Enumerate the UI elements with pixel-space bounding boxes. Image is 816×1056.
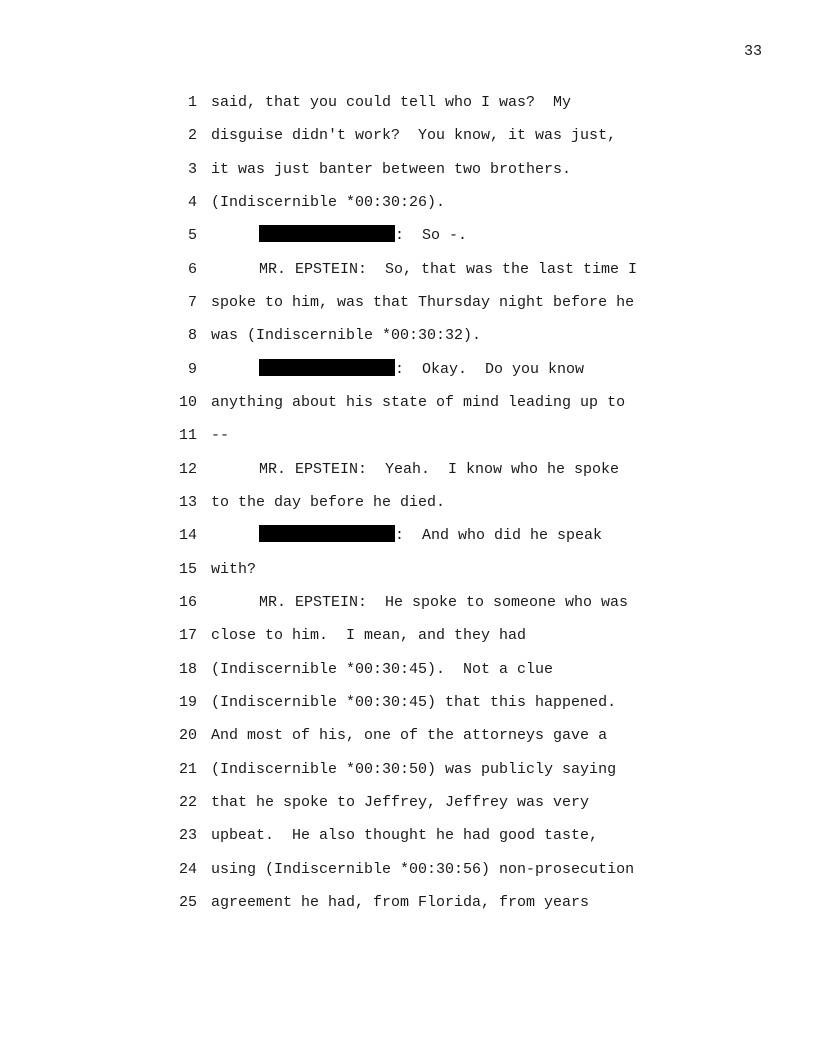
line-text: : So -.: [395, 227, 468, 245]
line-number: 8: [187, 327, 197, 345]
line-number: 2: [187, 127, 197, 145]
line-text: was (Indiscernible *00:30:32).: [211, 327, 482, 345]
transcript-body: [170, 92, 730, 925]
line-text: with?: [211, 560, 257, 578]
line-number: 16: [178, 593, 197, 611]
line-text: said, that you could tell who I was? My: [211, 94, 572, 111]
transcript-line: [170, 792, 730, 825]
line-text: that he spoke to Jeffrey, Jeffrey was very: [211, 793, 590, 811]
line-number: 20: [178, 727, 197, 745]
line-text: (Indiscernible *00:30:45). Not a clue: [211, 660, 554, 678]
speaker-line: [211, 259, 637, 281]
transcript-line: [170, 125, 730, 158]
line-text: (Indiscernible *00:30:50) was publicly saying: [211, 760, 617, 778]
line-text: MR. EPSTEIN: He spoke to someone who was: [259, 593, 629, 611]
line-text: close to him. I mean, and they had: [211, 627, 527, 645]
line-text: And most of his, one of the attorneys gave a: [211, 727, 608, 745]
transcript-line: [170, 159, 730, 192]
line-text: : Okay. Do you know: [395, 360, 585, 378]
transcript-line: [170, 92, 730, 125]
line-number: 9: [187, 360, 197, 378]
line-number: 21: [178, 760, 197, 778]
redaction-bar: [259, 359, 395, 376]
line-text: (Indiscernible *00:30:26).: [211, 193, 446, 211]
line-text: using (Indiscernible *00:30:56) non-prosecution: [211, 860, 635, 878]
transcript-line: [170, 225, 730, 258]
line-number: 10: [178, 393, 197, 411]
transcript-line: [170, 392, 730, 425]
line-number: 5: [187, 227, 197, 245]
transcript-line: [170, 825, 730, 858]
redaction-bar: [259, 525, 395, 542]
line-text: MR. EPSTEIN: So, that was the last time I: [259, 260, 638, 278]
line-number: 23: [178, 827, 197, 845]
transcript-line: [170, 425, 730, 458]
line-number: 22: [178, 793, 197, 811]
line-text: it was just banter between two brothers.: [211, 160, 572, 178]
transcript-line: [170, 492, 730, 525]
speaker-line: [211, 525, 602, 547]
line-number: 19: [178, 693, 197, 711]
transcript-line: [170, 659, 730, 692]
line-number: 15: [178, 560, 197, 578]
line-number: 3: [187, 160, 197, 178]
speaker-line: [211, 225, 467, 247]
transcript-line: [170, 292, 730, 325]
transcript-line: [170, 725, 730, 758]
line-text: --: [211, 427, 230, 445]
transcript-line: [170, 892, 730, 925]
transcript-line: [170, 359, 730, 392]
transcript-line: [170, 459, 730, 492]
line-number: 12: [178, 460, 197, 478]
line-text: upbeat. He also thought he had good taste,: [211, 827, 599, 845]
line-number: 17: [178, 627, 197, 645]
page-number: 33: [743, 43, 762, 60]
line-text: (Indiscernible *00:30:45) that this happened.: [211, 693, 617, 711]
line-text: to the day before he died.: [211, 493, 446, 511]
line-number: 11: [178, 427, 197, 445]
line-text: MR. EPSTEIN: Yeah. I know who he spoke: [259, 460, 620, 478]
redaction-bar: [259, 225, 395, 242]
line-number: 1: [187, 94, 197, 111]
line-number: 18: [178, 660, 197, 678]
line-number: 14: [178, 527, 197, 545]
transcript-line: [170, 325, 730, 358]
transcript-line: [170, 759, 730, 792]
transcript-line: [170, 592, 730, 625]
line-number: 4: [187, 193, 197, 211]
transcript-line: [170, 625, 730, 658]
line-number: 25: [178, 893, 197, 911]
transcript-line: [170, 192, 730, 225]
line-number: 24: [178, 860, 197, 878]
line-text: : And who did he speak: [395, 527, 603, 545]
transcript-line: [170, 559, 730, 592]
line-text: disguise didn't work? You know, it was just,: [211, 127, 617, 145]
transcript-line: [170, 259, 730, 292]
speaker-line: [211, 592, 628, 614]
line-number: 6: [187, 260, 197, 278]
line-number: 13: [178, 493, 197, 511]
transcript-line: [170, 525, 730, 558]
transcript-line: [170, 692, 730, 725]
speaker-line: [211, 459, 619, 481]
transcript-line: [170, 859, 730, 892]
line-text: spoke to him, was that Thursday night before he: [211, 293, 635, 311]
line-text: agreement he had, from Florida, from years: [211, 893, 590, 911]
speaker-line: [211, 359, 584, 381]
line-number: 7: [187, 293, 197, 311]
line-text: anything about his state of mind leading up to: [211, 393, 626, 411]
